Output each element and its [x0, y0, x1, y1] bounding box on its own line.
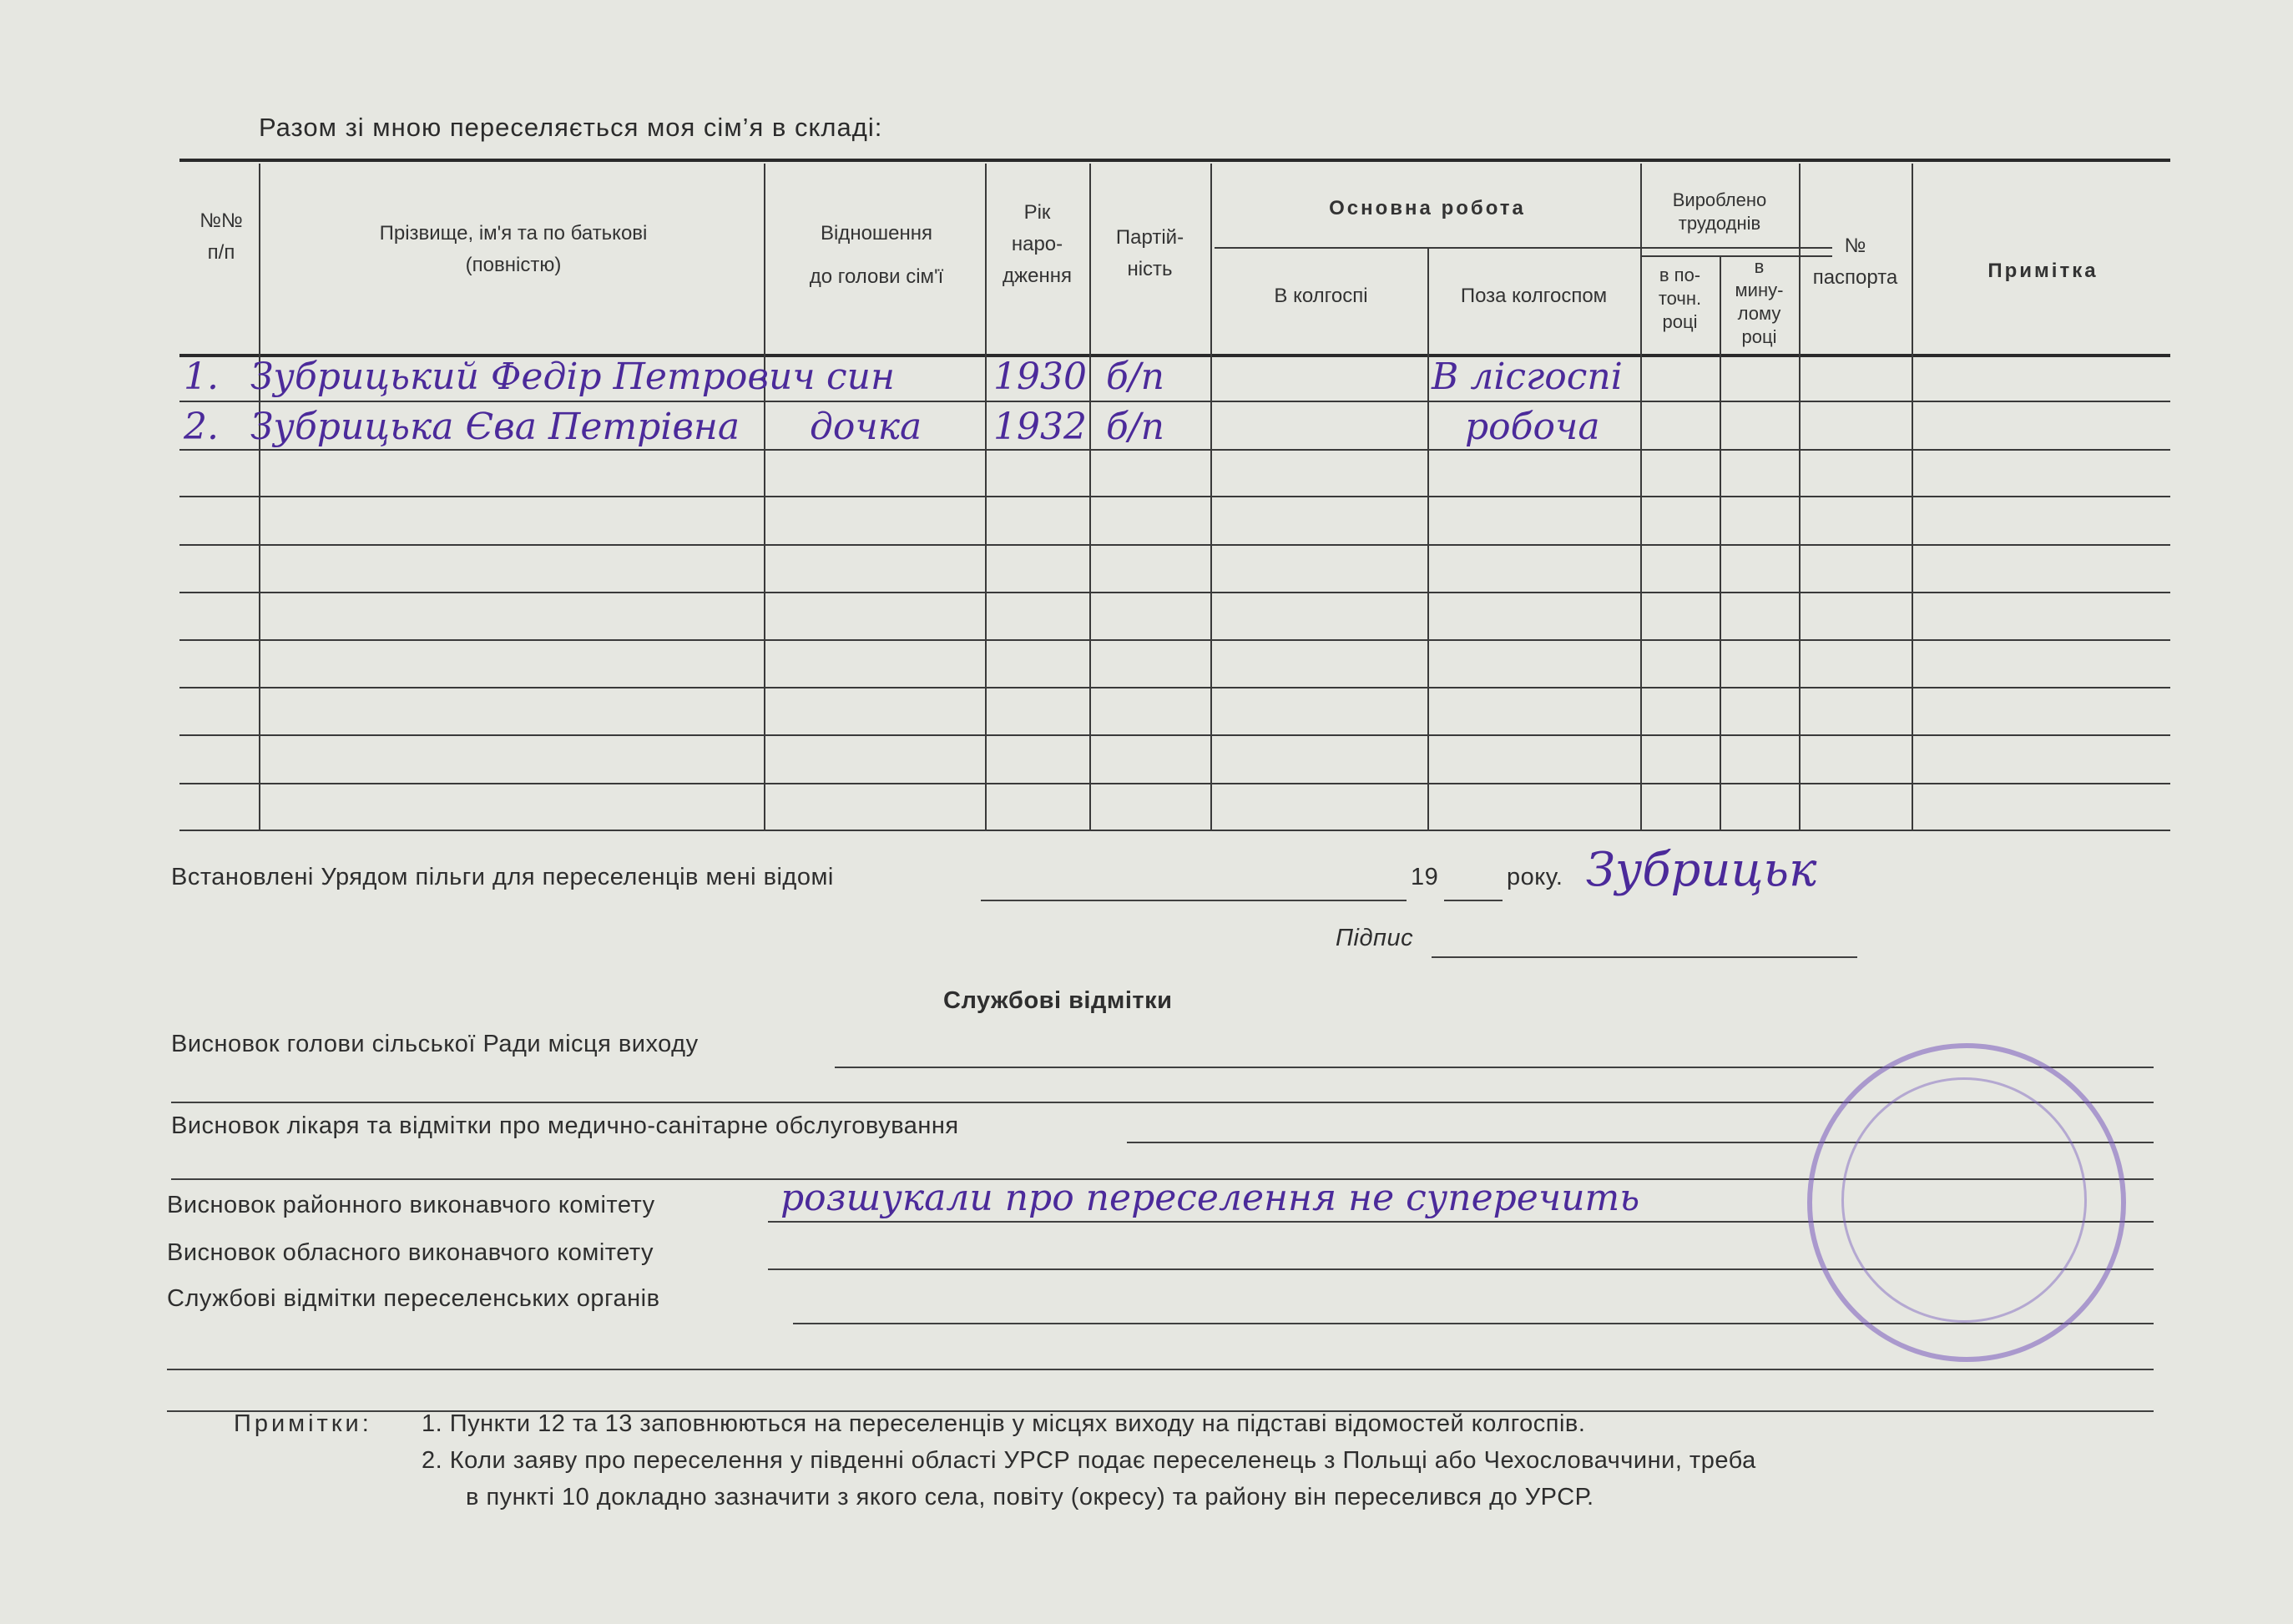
note-1: 1. Пункти 12 та 13 заповнюються на переселенців у місцях виходу на підставі відомостей колгоспів. [422, 1410, 1586, 1437]
header-num: №№ п/п [200, 209, 243, 264]
row-1-relation: син [826, 356, 895, 398]
table-row-line [179, 783, 2170, 784]
header-relation: Відношення до голови сім'ї [809, 222, 944, 288]
header-main-work: Основна робота [1329, 197, 1526, 219]
resettlement-label: Службові відмітки переселенських органів [167, 1285, 660, 1312]
row-1-birth: 1930 [993, 356, 1087, 398]
main-work-divider [1215, 247, 1832, 249]
year-prefix: 19 [1411, 864, 1439, 890]
year-suffix: року. [1507, 864, 1563, 890]
doctor-label: Висновок лікаря та відмітки про медично-санітарне обслуговування [171, 1112, 959, 1139]
signature-line [1432, 956, 1857, 958]
col-divider [259, 164, 260, 831]
row-2-relation: дочка [810, 406, 922, 448]
row-1-num: 1. [184, 356, 219, 398]
row-1-outside: В лісгоспі [1432, 356, 1623, 398]
row-2-outside: робоча [1465, 406, 1600, 448]
signature-label: Підпис [1336, 925, 1414, 951]
service-extra-line-3 [167, 1369, 2154, 1370]
official-stamp [1807, 1043, 2126, 1362]
row-1-name: Зубрицький Федір Петрович [250, 356, 816, 398]
header-in-kolgosp: В колгоспі [1274, 285, 1368, 307]
header-current-year: в по- точн. році [1658, 265, 1702, 332]
benefits-label: Встановлені Урядом пільги для переселенців мені відомі [171, 864, 834, 890]
table-row-line [179, 830, 2170, 831]
header-outside-kolgosp: Поза колгоспом [1460, 285, 1608, 307]
family-intro: Разом зі мною переселяється моя сім’я в складі: [259, 113, 883, 142]
oblast-label: Висновок обласного виконавчого комітету [167, 1239, 654, 1266]
table-row-line [179, 639, 2170, 641]
table-row-line [179, 449, 2170, 451]
header-note: Примітка [1987, 260, 2099, 282]
table-row-line [179, 544, 2170, 546]
village-head-label: Висновок голови сільської Ради місця виходу [171, 1031, 699, 1057]
col-divider [764, 164, 765, 831]
row-2-num: 2. [184, 406, 219, 448]
note-2a: 2. Коли заяву про переселення у південні області УРСР подає переселенець з Польщі або Чехословаччини, треба [422, 1447, 1756, 1474]
col-divider [1210, 164, 1212, 831]
district-handwritten: розшукали про переселення не суперечить [780, 1177, 1640, 1219]
header-name: Прізвище, ім'я та по батькові (повністю) [379, 222, 648, 276]
table-row-line [179, 496, 2170, 497]
row-2-name: Зубрицька Єва Петрівна [250, 406, 740, 448]
benefits-line [981, 900, 1407, 901]
applicant-signature: Зубрицьк [1586, 843, 1817, 897]
row-1-party: б/п [1106, 356, 1165, 398]
table-top-line [179, 159, 2170, 162]
table-row-line [179, 734, 2170, 736]
year-line [1444, 900, 1503, 901]
note-2b: в пункті 10 докладно зазначити з якого села, повіту (окресу) та району він переселився до УРСР. [466, 1484, 1594, 1511]
service-title: Службові відмітки [943, 987, 1173, 1014]
header-workdays: Вироблено трудоднів [1672, 189, 1767, 234]
table-row-line [179, 687, 2170, 688]
district-label: Висновок районного виконавчого комітету [167, 1192, 655, 1218]
header-party: Партій- ність [1115, 226, 1184, 280]
header-passport: № паспорта [1812, 235, 1898, 289]
row-2-birth: 1932 [993, 406, 1087, 448]
family-table [179, 155, 2170, 831]
table-row-line [179, 592, 2170, 593]
row-2-party: б/п [1106, 406, 1165, 448]
col-divider [1427, 247, 1429, 831]
table-row-line [179, 401, 2170, 402]
notes-title: Примітки: [234, 1410, 372, 1437]
col-divider [1912, 164, 1913, 831]
header-birth-year: Рік наро- дження [1003, 201, 1072, 287]
header-last-year: в мину- лому році [1735, 256, 1784, 347]
stamp-inner-ring [1841, 1077, 2087, 1323]
